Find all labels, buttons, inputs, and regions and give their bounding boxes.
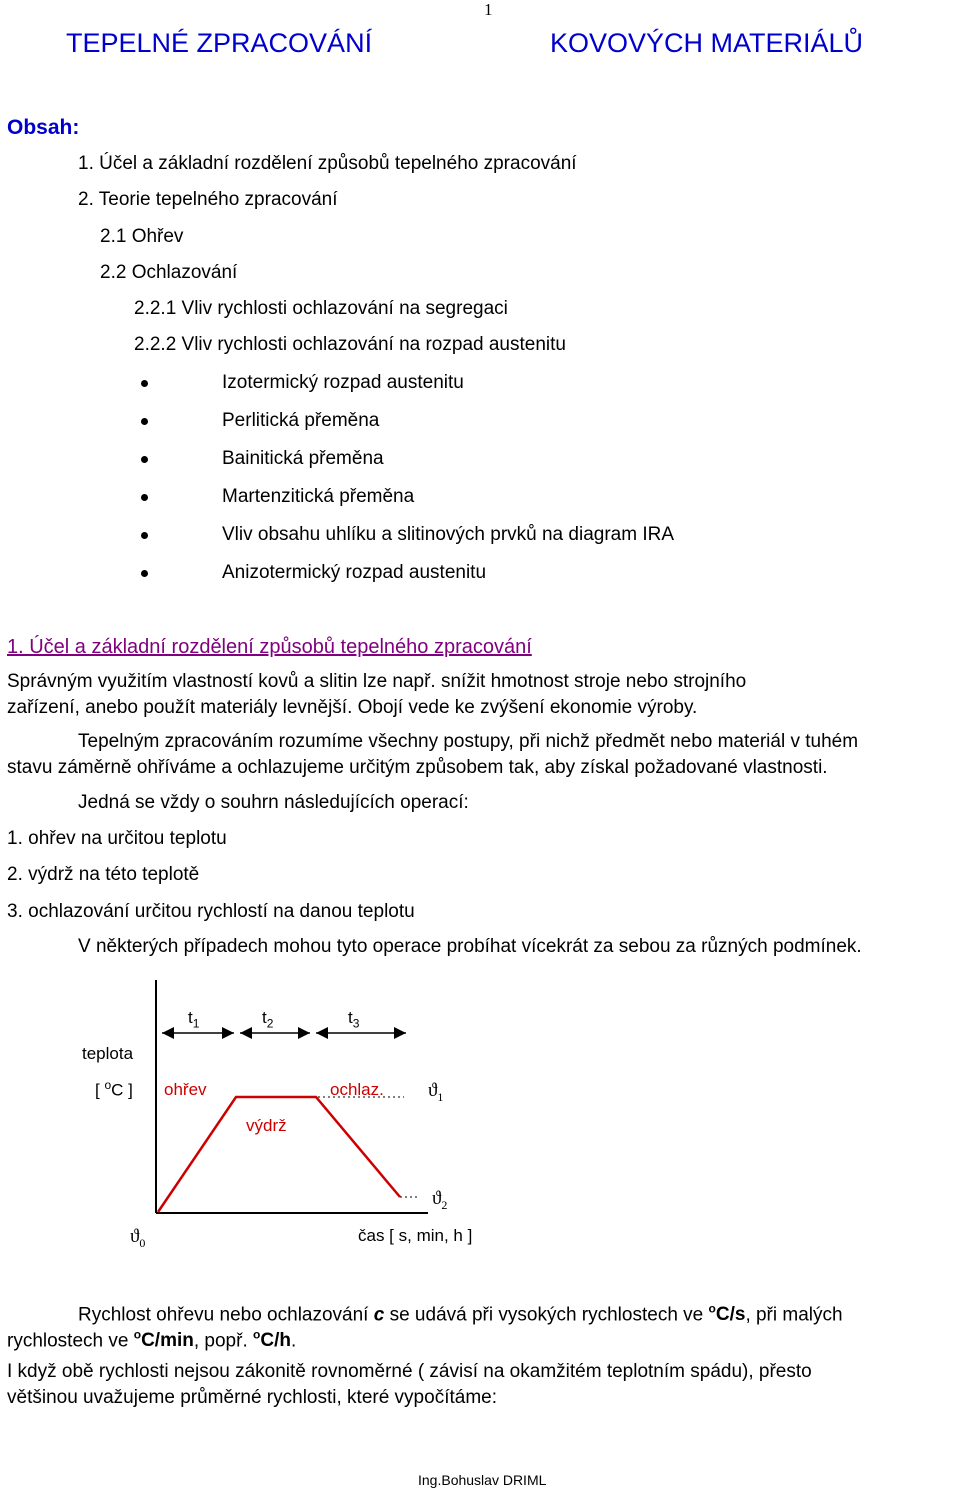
- theta2-label: $ϑ_2$: [432, 1188, 448, 1212]
- toc-bullet-item: Martenzitická přeměna: [222, 486, 415, 507]
- paragraph-line: Správným využitím vlastností kovů a slitin lze např. snížit hmotnost stroje nebo strojního: [7, 671, 747, 692]
- bullet-icon: [141, 494, 148, 501]
- toc-item: 1. Účel a základní rozdělení způsobů tepelného zpracování: [78, 153, 577, 174]
- paragraph-line: zařízení, anebo použít materiály levnější. Obojí vede ke zvýšení ekonomie výroby.: [7, 697, 698, 718]
- t1-label: $t_1$: [188, 1008, 200, 1031]
- theta1-label: $ϑ_1$: [428, 1080, 444, 1104]
- rates-line-1: Rychlost ohřevu nebo ochlazování c se udává při vysokých rychlostech ve $^o$C/s, při malých: [78, 1302, 843, 1326]
- page-number: 1: [484, 0, 493, 19]
- toc-bullet-item: Perlitická přeměna: [222, 410, 380, 431]
- toc-bullet-item: Izotermický rozpad austenitu: [222, 372, 464, 393]
- title-left: TEPELNÉ ZPRACOVÁNÍ: [66, 28, 373, 58]
- t3-label: $t_3$: [348, 1008, 360, 1031]
- toc-item: 2.2.1 Vliv rychlosti ochlazování na segregaci: [134, 298, 508, 319]
- bullet-icon: [141, 532, 148, 539]
- toc-bullet-item: Anizotermický rozpad austenitu: [222, 562, 487, 583]
- rates-line-2: rychlostech ve $^o$C/min, popř. $^o$C/h.: [7, 1328, 297, 1352]
- operation-item: 2. výdrž na této teplotě: [7, 864, 200, 885]
- bullet-icon: [141, 456, 148, 463]
- x-axis-label: čas [ s, min, h ]: [358, 1226, 473, 1245]
- footer-author: Ing.Bohuslav DRIML: [418, 1472, 547, 1488]
- toc-heading: Obsah:: [7, 116, 80, 139]
- theta0-label: $ϑ_0$: [130, 1226, 146, 1250]
- paragraph-line: stavu záměrně ohříváme a ochlazujeme určitým způsobem tak, aby získal požadované vlastnosti.: [7, 757, 828, 778]
- bullet-icon: [141, 418, 148, 425]
- toc-item: 2.2.2 Vliv rychlosti ochlazování na rozpad austenitu: [134, 334, 566, 355]
- bullet-icon: [141, 570, 148, 577]
- operation-item: 1. ohřev na určitou teplotu: [7, 828, 227, 849]
- holding-label: výdrž: [246, 1116, 287, 1135]
- cooling-label: ochlaz.: [330, 1080, 384, 1099]
- paragraph-line: Tepelným zpracováním rozumíme všechny postupy, při nichž předmět nebo materiál v tuhém: [78, 731, 859, 752]
- bullet-icon: [141, 380, 148, 387]
- y-axis-label: teplota: [82, 1044, 134, 1063]
- t2-label: $t_2$: [262, 1008, 274, 1031]
- operation-item: 3. ochlazování určitou rychlostí na danou teplotu: [7, 901, 415, 922]
- toc-bullet-item: Vliv obsahu uhlíku a slitinových prvků na diagram IRA: [222, 524, 675, 545]
- toc-item: 2. Teorie tepelného zpracování: [78, 189, 338, 210]
- paragraph-line: většinou uvažujeme průměrné rychlosti, které vypočítáme:: [7, 1387, 497, 1408]
- heating-label: ohřev: [164, 1080, 207, 1099]
- section-heading: 1. Účel a základní rozdělení způsobů tepelného zpracování: [7, 636, 532, 658]
- title-right: KOVOVÝCH MATERIÁLŮ: [550, 28, 864, 58]
- paragraph-line: I když obě rychlosti nejsou zákonitě rovnoměrné ( závisí na okamžitém teplotním spádu), přesto: [7, 1361, 812, 1382]
- paragraph-line: Jedná se vždy o souhrn následujících operací:: [78, 792, 469, 813]
- toc-item: 2.2 Ochlazování: [100, 262, 238, 283]
- y-axis-unit: [ $^o$C ]: [95, 1078, 133, 1100]
- toc-bullet-item: Bainitická přeměna: [222, 448, 384, 469]
- toc-item: 2.1 Ohřev: [100, 226, 184, 247]
- paragraph-line: V některých případech mohou tyto operace probíhat vícekrát za sebou za různých podmínek.: [78, 936, 862, 957]
- temperature-profile: [158, 1097, 400, 1212]
